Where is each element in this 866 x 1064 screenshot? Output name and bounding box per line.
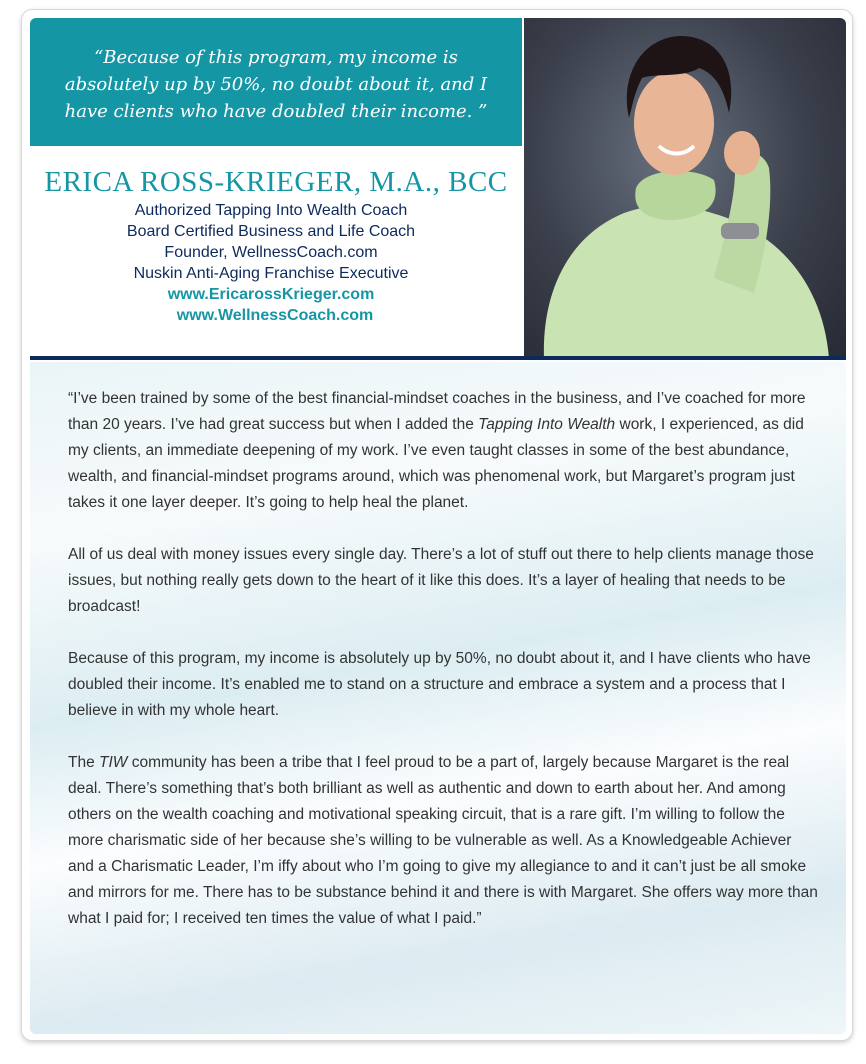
header <box>30 18 846 362</box>
testimonial-body <box>30 362 846 1034</box>
credential-line: Authorized Tapping Into Wealth Coach <box>134 202 408 219</box>
credentials <box>30 200 512 326</box>
paragraph: Because of this program, my income is absolutely up by 50%, no doubt about it, and I have clients who have doubled their income. It’s enabled me to stand on a structure and embrace a system and a process that I believe in with my whole heart. <box>68 650 811 719</box>
header-divider <box>30 356 846 360</box>
program-title: Tapping Into Wealth <box>478 416 616 433</box>
coach-photo <box>524 18 846 358</box>
coach-name: ERICA ROSS-KRIEGER, M.A., BCC <box>44 166 508 198</box>
text-span: The <box>68 754 100 771</box>
paragraph <box>68 386 818 516</box>
credential-line: Board Certified Business and Life Coach <box>126 223 416 240</box>
website-link[interactable]: www.WellnessCoach.com <box>176 307 374 324</box>
credential-line: Nuskin Anti-Aging Franchise Executive <box>133 265 409 282</box>
credential-line: Founder, WellnessCoach.com <box>164 244 378 261</box>
website-link[interactable]: www.EricarossKrieger.com <box>167 286 375 303</box>
pull-quote: “Because of this program, my income is absolutely up by 50%, no doubt about it, and I have clients who have doubled their income. ” <box>64 46 488 122</box>
pull-quote-banner <box>30 18 522 146</box>
text-span: community has been a tribe that I feel proud to be a part of, largely because Margaret is the real deal. There’s something that’s both brilliant as well as authentic and down to earth about her. And among others on the wealth coaching and motivational speaking circuit, that is a rare gift. I’m willing to follow the more charismatic side of her because she’s willing to be vulnerable as well. As a Knowledgeable Achiever and a Charismatic Leader, I’m iffy about who I’m going to give my allegiance to and it can’t just be all smoke and mirrors for me. There has to be substance behind it and there is with Margaret. She offers way more than what I paid for; I received ten times the value of what I paid.” <box>68 754 818 927</box>
program-abbrev: TIW <box>99 754 128 771</box>
text-span: work, I experienced, as did my clients, an immediate deepening of my work. I’ve even taught classes in some of the best abundance, wealth, and financial-mindset programs around, which was phenomenal work, but Margaret’s program just takes it one layer deeper. It’s going to help heal the planet. <box>68 416 804 511</box>
portrait-illustration <box>524 18 846 358</box>
text-span: “I’ve been trained by some of the best financial-mindset coaches in the business, and I’ve coached for more than 20 years. I’ve had great success but when I added the <box>68 390 806 433</box>
paragraph <box>68 750 818 932</box>
testimonial-text <box>68 386 818 958</box>
paragraph: All of us deal with money issues every single day. There’s a lot of stuff out there to help clients manage those issues, but nothing really gets down to the heart of it like this does. It’s a layer of healing that needs to be broadcast! <box>68 546 814 615</box>
card-content <box>30 18 846 1034</box>
